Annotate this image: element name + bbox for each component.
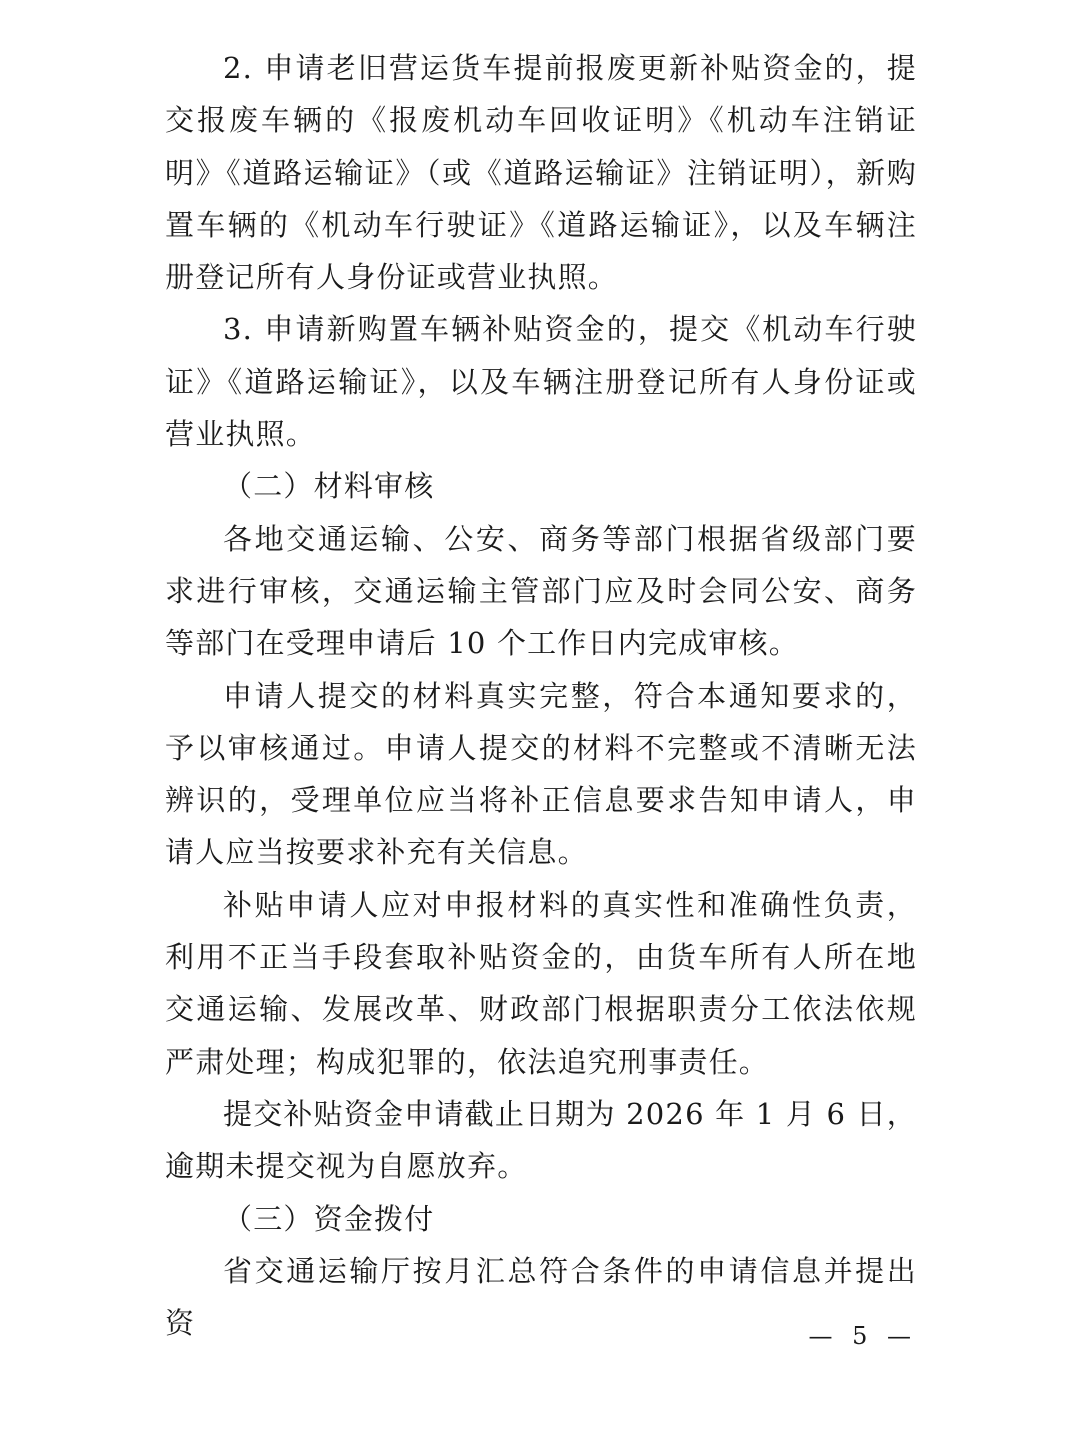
section-heading-fund-disbursement: （三）资金拨付	[223, 1201, 435, 1236]
paragraph-review-departments: 各地交通运输、公安、商务等部门根据省级部门要求进行审核，交通运输主管部门应及时会同公安、商务等部门在受理申请后 10 个工作日内完成审核。	[165, 521, 917, 661]
paragraph-applicant-responsibility: 补贴申请人应对申报材料的真实性和准确性负责，利用不正当手段套取补贴资金的，由货车所有人所在地交通运输、发展改革、财政部门根据职责分工依法依规严肃处理；构成犯罪的，依法追究刑事责任。	[165, 887, 917, 1079]
document-body	[165, 42, 917, 1349]
paragraph-new-vehicle-materials: 3. 申请新购置车辆补贴资金的，提交《机动车行驶证》《道路运输证》，以及车辆注册登记所有人身份证或营业执照。	[165, 312, 917, 452]
paragraph-scrap-update-materials: 2. 申请老旧营运货车提前报废更新补贴资金的，提交报废车辆的《报废机动车回收证明》《机动车注销证明》《道路运输证》（或《道路运输证》注销证明），新购置车辆的《机动车行驶证》《道路运输证》，以及车辆注册登记所有人身份证或营业执照。	[165, 51, 917, 295]
paragraph-review-approval: 申请人提交的材料真实完整，符合本通知要求的，予以审核通过。申请人提交的材料不完整或不清晰无法辨识的，受理单位应当将补正信息要求告知申请人，申请人应当按要求补充有关信息。	[165, 678, 917, 870]
paragraph-deadline: 提交补贴资金申请截止日期为 2026 年 1 月 6 日，逾期未提交视为自愿放弃。	[165, 1096, 917, 1184]
section-heading-material-review: （二）材料审核	[223, 469, 435, 504]
page-number: — 5 —	[808, 1322, 917, 1350]
paragraph-fund-summary: 省交通运输厅按月汇总符合条件的申请信息并提出资	[165, 1253, 917, 1341]
